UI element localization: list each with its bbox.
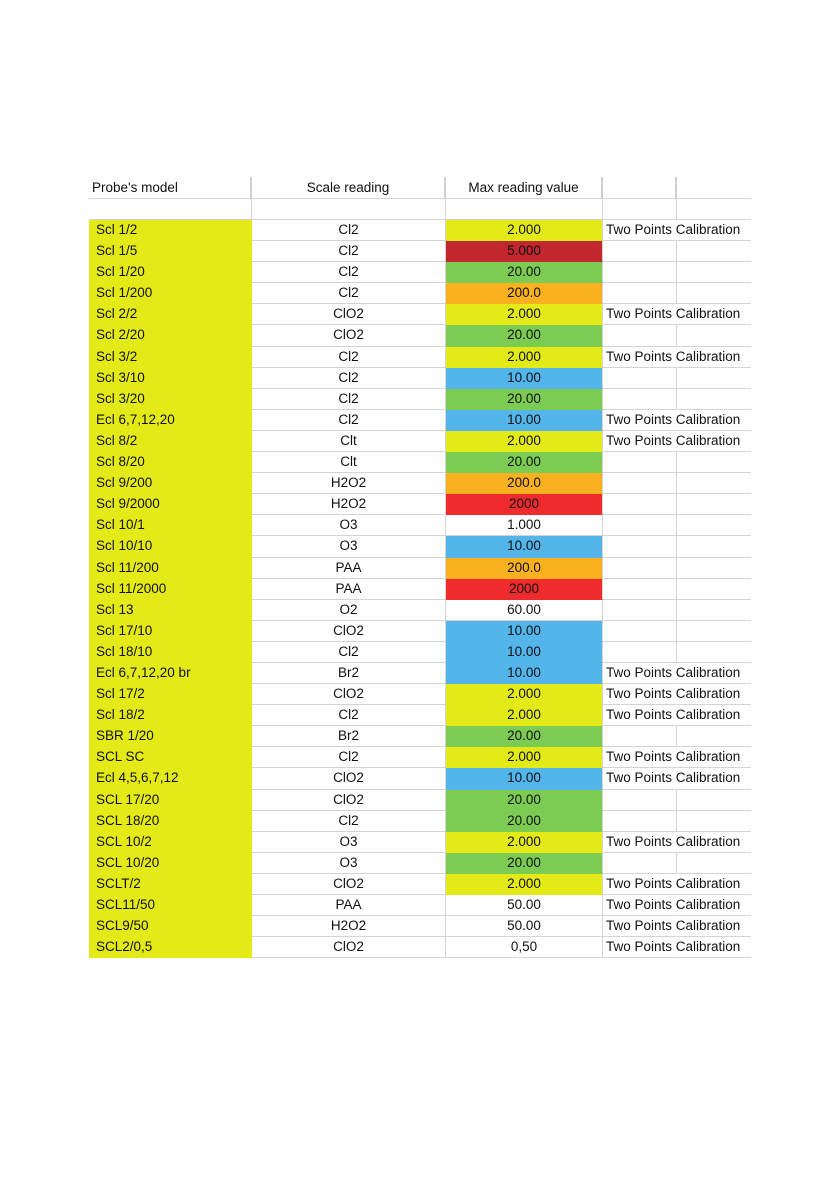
probe-model-cell: Ecl 6,7,12,20 br	[89, 663, 252, 684]
probe-model-cell: SCL 10/20	[89, 853, 252, 874]
scale-reading-cell: O3	[252, 832, 446, 853]
scale-reading-cell: O3	[252, 536, 446, 557]
empty-cell	[677, 726, 751, 747]
probe-model-cell: Scl 2/2	[89, 304, 252, 325]
max-reading-cell: 2.000	[446, 220, 603, 241]
calibration-note-cell	[603, 621, 677, 642]
calibration-note-cell	[603, 347, 741, 368]
scale-reading-cell: Cl2	[252, 368, 446, 389]
scale-reading-cell: ClO2	[252, 874, 446, 895]
calibration-note: Two Points Calibration	[606, 833, 741, 849]
calibration-note: Two Points Calibration	[606, 348, 741, 364]
calibration-note-cell	[603, 473, 677, 494]
probe-model-cell: Scl 3/10	[89, 368, 252, 389]
scale-reading-cell: PAA	[252, 579, 446, 600]
max-reading-cell: 20.00	[446, 811, 603, 832]
scale-reading-cell: Cl2	[252, 811, 446, 832]
scale-reading-cell: PAA	[252, 895, 446, 916]
probe-model-cell: Scl 8/20	[89, 452, 252, 473]
empty-cell	[677, 579, 751, 600]
scale-reading-cell: H2O2	[252, 916, 446, 937]
table-row	[89, 410, 751, 431]
scale-reading-cell: Cl2	[252, 705, 446, 726]
data-rows	[89, 220, 751, 958]
probe-model-cell: Scl 1/2	[89, 220, 252, 241]
empty-cell	[677, 494, 751, 515]
scale-reading-cell: Cl2	[252, 747, 446, 768]
table-row	[89, 642, 751, 663]
blank-cell	[603, 199, 677, 220]
probe-model-cell: Scl 10/10	[89, 536, 252, 557]
table-row	[89, 579, 751, 600]
table-row	[89, 304, 751, 325]
max-reading-cell: 2.000	[446, 304, 603, 325]
scale-reading-cell: O3	[252, 515, 446, 536]
max-reading-cell: 1.000	[446, 515, 603, 536]
calibration-note-cell	[603, 368, 677, 389]
calibration-note: Two Points Calibration	[606, 918, 741, 934]
calibration-note-cell	[603, 431, 741, 452]
calibration-note-cell	[603, 515, 677, 536]
max-reading-cell: 2.000	[446, 684, 603, 705]
calibration-note-cell	[603, 663, 741, 684]
empty-cell	[677, 515, 751, 536]
table-row	[89, 558, 751, 579]
table-row	[89, 241, 751, 262]
probe-model-cell: SCL 17/20	[89, 790, 252, 811]
probe-model-cell: Scl 10/1	[89, 515, 252, 536]
calibration-note-cell	[603, 262, 677, 283]
max-reading-cell: 50.00	[446, 895, 603, 916]
max-reading-cell: 200.0	[446, 558, 603, 579]
max-reading-cell: 2.000	[446, 431, 603, 452]
table-row	[89, 747, 751, 768]
calibration-note-cell	[603, 410, 741, 431]
scale-reading-cell: Clt	[252, 452, 446, 473]
max-reading-cell: 10.00	[446, 410, 603, 431]
scale-reading-cell: Cl2	[252, 389, 446, 410]
probe-model-cell: SCL SC	[89, 747, 252, 768]
probe-model-cell: Scl 2/20	[89, 325, 252, 346]
calibration-note: Two Points Calibration	[606, 749, 741, 765]
max-reading-cell: 20.00	[446, 790, 603, 811]
empty-cell	[677, 536, 751, 557]
scale-reading-cell: Cl2	[252, 262, 446, 283]
table-row	[89, 853, 751, 874]
max-reading-cell: 0,50	[446, 937, 603, 958]
blank-cell	[677, 199, 751, 220]
calibration-note: Two Points Calibration	[606, 897, 741, 912]
table-row	[89, 283, 751, 304]
calibration-note-cell	[603, 832, 741, 853]
empty-cell	[677, 811, 751, 832]
max-reading-cell: 2000	[446, 494, 603, 515]
probe-model-cell: SCL9/50	[89, 916, 252, 937]
calibration-note: Two Points Calibration	[606, 707, 741, 723]
probe-model-cell: Scl 9/200	[89, 473, 252, 494]
empty-cell	[677, 452, 751, 473]
calibration-note-cell	[603, 220, 741, 241]
scale-reading-cell: H2O2	[252, 494, 446, 515]
empty-cell	[677, 558, 751, 579]
scale-reading-cell: Cl2	[252, 241, 446, 262]
scale-reading-cell: O2	[252, 600, 446, 621]
calibration-note-cell	[603, 642, 677, 663]
scale-reading-cell: ClO2	[252, 621, 446, 642]
table-row	[89, 726, 751, 747]
calibration-note-cell	[603, 874, 741, 895]
max-reading-cell: 2000	[446, 579, 603, 600]
max-reading-cell: 10.00	[446, 368, 603, 389]
max-reading-cell: 10.00	[446, 768, 603, 789]
calibration-note-cell	[603, 790, 677, 811]
max-reading-cell: 200.0	[446, 473, 603, 494]
scale-reading-cell: ClO2	[252, 304, 446, 325]
header-empty-1	[603, 177, 677, 199]
max-reading-cell: 2.000	[446, 832, 603, 853]
table-row	[89, 262, 751, 283]
empty-cell	[677, 389, 751, 410]
probe-model-cell: SBR 1/20	[89, 726, 252, 747]
calibration-note: Two Points Calibration	[606, 306, 741, 322]
probe-model-cell: SCLT/2	[89, 874, 252, 895]
empty-cell	[677, 642, 751, 663]
table-row	[89, 916, 751, 937]
scale-reading-cell: ClO2	[252, 325, 446, 346]
max-reading-cell: 5.000	[446, 241, 603, 262]
header-scale-reading: Scale reading	[252, 177, 446, 199]
scale-reading-cell: O3	[252, 853, 446, 874]
calibration-note: Two Points Calibration	[606, 939, 741, 955]
calibration-note-cell	[603, 705, 741, 726]
empty-cell	[677, 473, 751, 494]
probe-model-cell: Ecl 6,7,12,20	[89, 410, 252, 431]
empty-cell	[677, 621, 751, 642]
probe-model-cell: SCL2/0,5	[89, 937, 252, 958]
calibration-note: Two Points Calibration	[606, 222, 741, 237]
calibration-note-cell	[603, 389, 677, 410]
probe-model-cell: Scl 11/200	[89, 558, 252, 579]
probe-model-cell: Scl 11/2000	[89, 579, 252, 600]
scale-reading-cell: ClO2	[252, 790, 446, 811]
calibration-note-cell	[603, 579, 677, 600]
table-row	[89, 790, 751, 811]
calibration-note-cell	[603, 452, 677, 473]
blank-cell	[89, 199, 252, 220]
scale-reading-cell: Clt	[252, 431, 446, 452]
empty-cell	[677, 368, 751, 389]
table-row	[89, 220, 751, 241]
table-row	[89, 663, 751, 684]
table-row	[89, 705, 751, 726]
scale-reading-cell: Br2	[252, 726, 446, 747]
probe-model-cell: Scl 8/2	[89, 431, 252, 452]
probe-model-cell: Scl 3/2	[89, 347, 252, 368]
scale-reading-cell: Cl2	[252, 642, 446, 663]
table-row	[89, 600, 751, 621]
max-reading-cell: 20.00	[446, 389, 603, 410]
probe-model-cell: Scl 18/10	[89, 642, 252, 663]
scale-reading-cell: ClO2	[252, 768, 446, 789]
calibration-note: Two Points Calibration	[606, 875, 741, 891]
calibration-note-cell	[603, 684, 741, 705]
empty-cell	[677, 600, 751, 621]
max-reading-cell: 20.00	[446, 325, 603, 346]
header-row	[89, 177, 751, 199]
calibration-note-cell	[603, 895, 741, 916]
max-reading-cell: 20.00	[446, 262, 603, 283]
header-max-reading-value: Max reading value	[446, 177, 603, 199]
empty-cell	[677, 283, 751, 304]
probe-model-cell: Scl 1/200	[89, 283, 252, 304]
calibration-note: Two Points Calibration	[606, 664, 741, 680]
scale-reading-cell: ClO2	[252, 684, 446, 705]
probe-model-cell: Scl 3/20	[89, 389, 252, 410]
calibration-note-cell	[603, 558, 677, 579]
probe-model-cell: Scl 1/20	[89, 262, 252, 283]
max-reading-cell: 2.000	[446, 874, 603, 895]
table-row	[89, 874, 751, 895]
probe-model-cell: Scl 17/10	[89, 621, 252, 642]
max-reading-cell: 2.000	[446, 705, 603, 726]
max-reading-cell: 10.00	[446, 642, 603, 663]
probe-model-cell: Scl 1/5	[89, 241, 252, 262]
calibration-note-cell	[603, 325, 677, 346]
table-row	[89, 937, 751, 958]
empty-cell	[677, 790, 751, 811]
max-reading-cell: 20.00	[446, 726, 603, 747]
table-row	[89, 684, 751, 705]
calibration-note-cell	[603, 853, 677, 874]
table-row	[89, 452, 751, 473]
max-reading-cell: 50.00	[446, 916, 603, 937]
probe-model-cell: SCL 18/20	[89, 811, 252, 832]
max-reading-cell: 10.00	[446, 663, 603, 684]
probe-model-cell: Scl 13	[89, 600, 252, 621]
max-reading-cell: 2.000	[446, 747, 603, 768]
calibration-note-cell	[603, 811, 677, 832]
max-reading-cell: 10.00	[446, 621, 603, 642]
probe-model-cell: SCL11/50	[89, 895, 252, 916]
calibration-note-cell	[603, 304, 741, 325]
max-reading-cell: 10.00	[446, 536, 603, 557]
max-reading-cell: 60.00	[446, 600, 603, 621]
scale-reading-cell: Cl2	[252, 220, 446, 241]
table-row	[89, 768, 751, 789]
calibration-note-cell	[603, 768, 741, 789]
max-reading-cell: 20.00	[446, 853, 603, 874]
scale-reading-cell: Cl2	[252, 410, 446, 431]
empty-cell	[677, 241, 751, 262]
calibration-note-cell	[603, 916, 741, 937]
calibration-note: Two Points Calibration	[606, 432, 741, 448]
probe-model-cell: Scl 9/2000	[89, 494, 252, 515]
scale-reading-cell: Cl2	[252, 283, 446, 304]
scale-reading-cell: Br2	[252, 663, 446, 684]
table-row	[89, 494, 751, 515]
table-row	[89, 536, 751, 557]
calibration-note-cell	[603, 747, 741, 768]
max-reading-cell: 200.0	[446, 283, 603, 304]
blank-row	[89, 199, 751, 220]
spreadsheet-table	[89, 177, 751, 958]
calibration-note-cell	[603, 600, 677, 621]
probe-model-cell: SCL 10/2	[89, 832, 252, 853]
table-row	[89, 325, 751, 346]
calibration-note-cell	[603, 536, 677, 557]
header-probe-model: Probe's model	[89, 177, 252, 199]
table-row	[89, 473, 751, 494]
table-row	[89, 389, 751, 410]
calibration-note: Two Points Calibration	[606, 411, 741, 427]
table-row	[89, 368, 751, 389]
table-row	[89, 621, 751, 642]
table-row	[89, 431, 751, 452]
table-row	[89, 811, 751, 832]
calibration-note-cell	[603, 494, 677, 515]
calibration-note: Two Points Calibration	[606, 686, 741, 702]
table-row	[89, 895, 751, 916]
empty-cell	[677, 853, 751, 874]
table-row	[89, 515, 751, 536]
probe-model-cell: Ecl 4,5,6,7,12	[89, 768, 252, 789]
calibration-note-cell	[603, 726, 677, 747]
calibration-note-cell	[603, 241, 677, 262]
table-row	[89, 832, 751, 853]
empty-cell	[677, 262, 751, 283]
scale-reading-cell: PAA	[252, 558, 446, 579]
max-reading-cell: 2.000	[446, 347, 603, 368]
scale-reading-cell: ClO2	[252, 937, 446, 958]
probe-model-cell: Scl 18/2	[89, 705, 252, 726]
blank-cell	[252, 199, 446, 220]
calibration-note-cell	[603, 283, 677, 304]
max-reading-cell: 20.00	[446, 452, 603, 473]
blank-cell	[446, 199, 603, 220]
scale-reading-cell: H2O2	[252, 473, 446, 494]
header-empty-2	[677, 177, 751, 199]
calibration-note: Two Points Calibration	[606, 770, 741, 786]
scale-reading-cell: Cl2	[252, 347, 446, 368]
table-row	[89, 347, 751, 368]
probe-model-cell: Scl 17/2	[89, 684, 252, 705]
empty-cell	[677, 325, 751, 346]
calibration-note-cell	[603, 937, 741, 958]
